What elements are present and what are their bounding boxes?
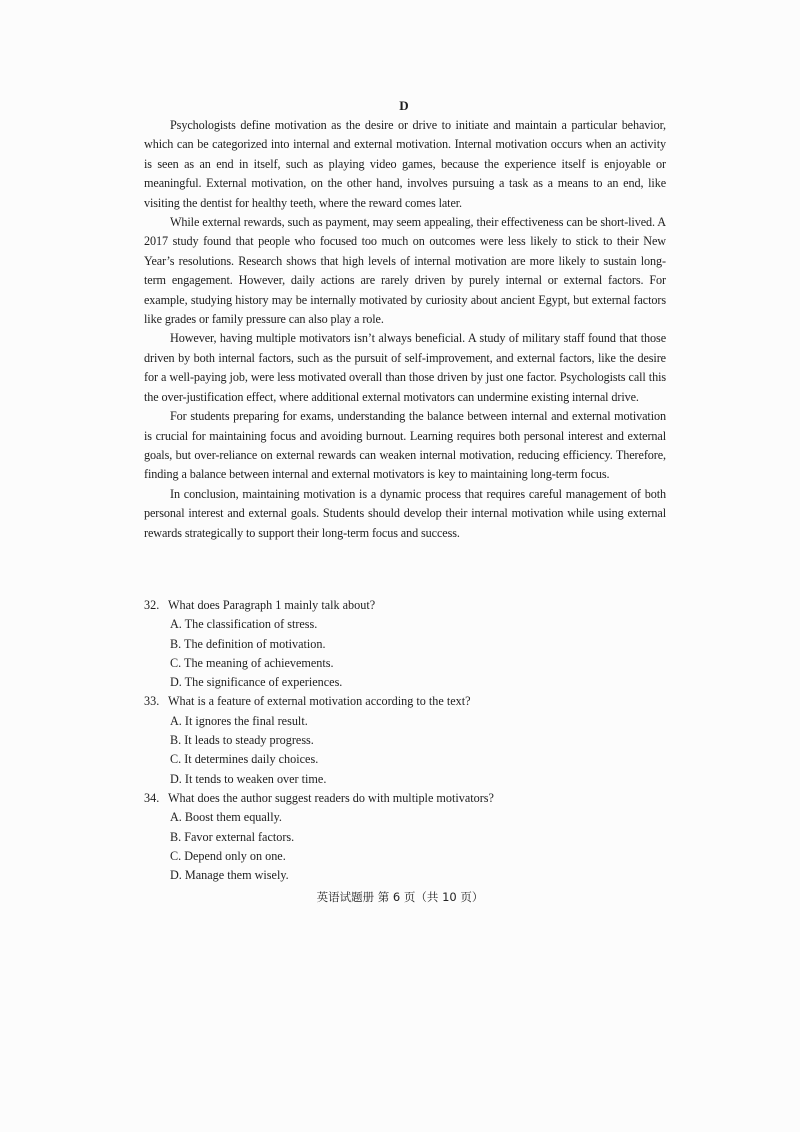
- option-b: B. Favor external factors.: [170, 829, 295, 844]
- passage-paragraph: Psychologists define motivation as the desire or drive to initiate and maintain a particular behavior, which can be categorized into internal and external motivation. Internal motivation occurs when an activity is seen as an end in itself, such as playing video games, because the experience itself is enjoyable or meaningful. External motivation, on the other hand, involves pursuing a task as a means to an end, like visiting the dentist for healthy teeth, where the reward comes later.: [144, 118, 666, 210]
- question-32: [144, 596, 666, 692]
- option-c: C. It determines daily choices.: [170, 752, 319, 767]
- option-list: [144, 712, 666, 789]
- question-number: 34.: [144, 790, 160, 805]
- option-d: D. The significance of experiences.: [170, 675, 343, 690]
- passage-paragraph: In conclusion, maintaining motivation is a dynamic process that requires careful management of both personal interest and external goals. Students should develop their internal motivation while using external rewards strategically to support their long-term focus and success.: [144, 486, 666, 540]
- question-number: 32.: [144, 598, 160, 612]
- question-text: What does the author suggest readers do with multiple motivators?: [168, 790, 494, 805]
- passage-paragraph: For students preparing for exams, understanding the balance between internal and external motivation is crucial for maintaining focus and avoiding burnout. Learning requires both personal interest and external goals, but over-reliance on external rewards can weaken internal motivation, reducing efficiency. Therefore, finding a balance between internal and external motivators is key to maintaining long-term focus.: [144, 409, 666, 482]
- question-text: What is a feature of external motivation according to the text?: [168, 694, 471, 709]
- passage-paragraph: While external rewards, such as payment, may seem appealing, their effectiveness can be short-lived. A 2017 study found that people who focused too much on outcomes were less likely to stick to their New Year’s resolutions. Research shows that high levels of internal motivation are more likely to sustain long-term engagement. However, daily actions are rarely driven by purely internal or external factors. For example, studying history may be internally motivated by curiosity about ancient Egypt, but external factors like grades or family pressure can also play a role.: [144, 215, 666, 327]
- question-list: [144, 596, 666, 885]
- passage-paragraph: However, having multiple motivators isn’t always beneficial. A study of military staff found that those driven by both internal factors, such as the pursuit of self-improvement, and external factors, like the desire for a well-paying job, were less motivated overall than those driven by just one factor. Psychologists call this the over-justification effect, where additional external motivators can undermine existing internal drive.: [144, 331, 666, 404]
- question-33: [144, 692, 666, 788]
- option-b: B. It leads to steady progress.: [170, 733, 314, 748]
- page-footer: 英语试题册 第 6 页（共 10 页）: [316, 890, 484, 904]
- option-d: D. It tends to weaken over time.: [170, 771, 327, 786]
- option-a: A. The classification of stress.: [170, 617, 318, 632]
- option-c: C. The meaning of achievements.: [170, 655, 334, 670]
- reading-passage: [144, 116, 666, 543]
- question-stem: [144, 596, 666, 615]
- section-label: D: [399, 98, 409, 113]
- option-a: A. It ignores the final result.: [170, 713, 308, 728]
- question-text: What does Paragraph 1 mainly talk about?: [168, 598, 376, 612]
- option-list: [144, 808, 666, 885]
- option-d: D. Manage them wisely.: [170, 868, 289, 883]
- question-stem: [144, 692, 666, 711]
- question-stem: [144, 789, 666, 808]
- question-34: [144, 789, 666, 885]
- option-c: C. Depend only on one.: [170, 848, 286, 863]
- option-b: B. The definition of motivation.: [170, 636, 326, 651]
- question-number: 33.: [144, 694, 160, 709]
- option-list: [144, 615, 666, 692]
- option-a: A. Boost them equally.: [170, 810, 282, 825]
